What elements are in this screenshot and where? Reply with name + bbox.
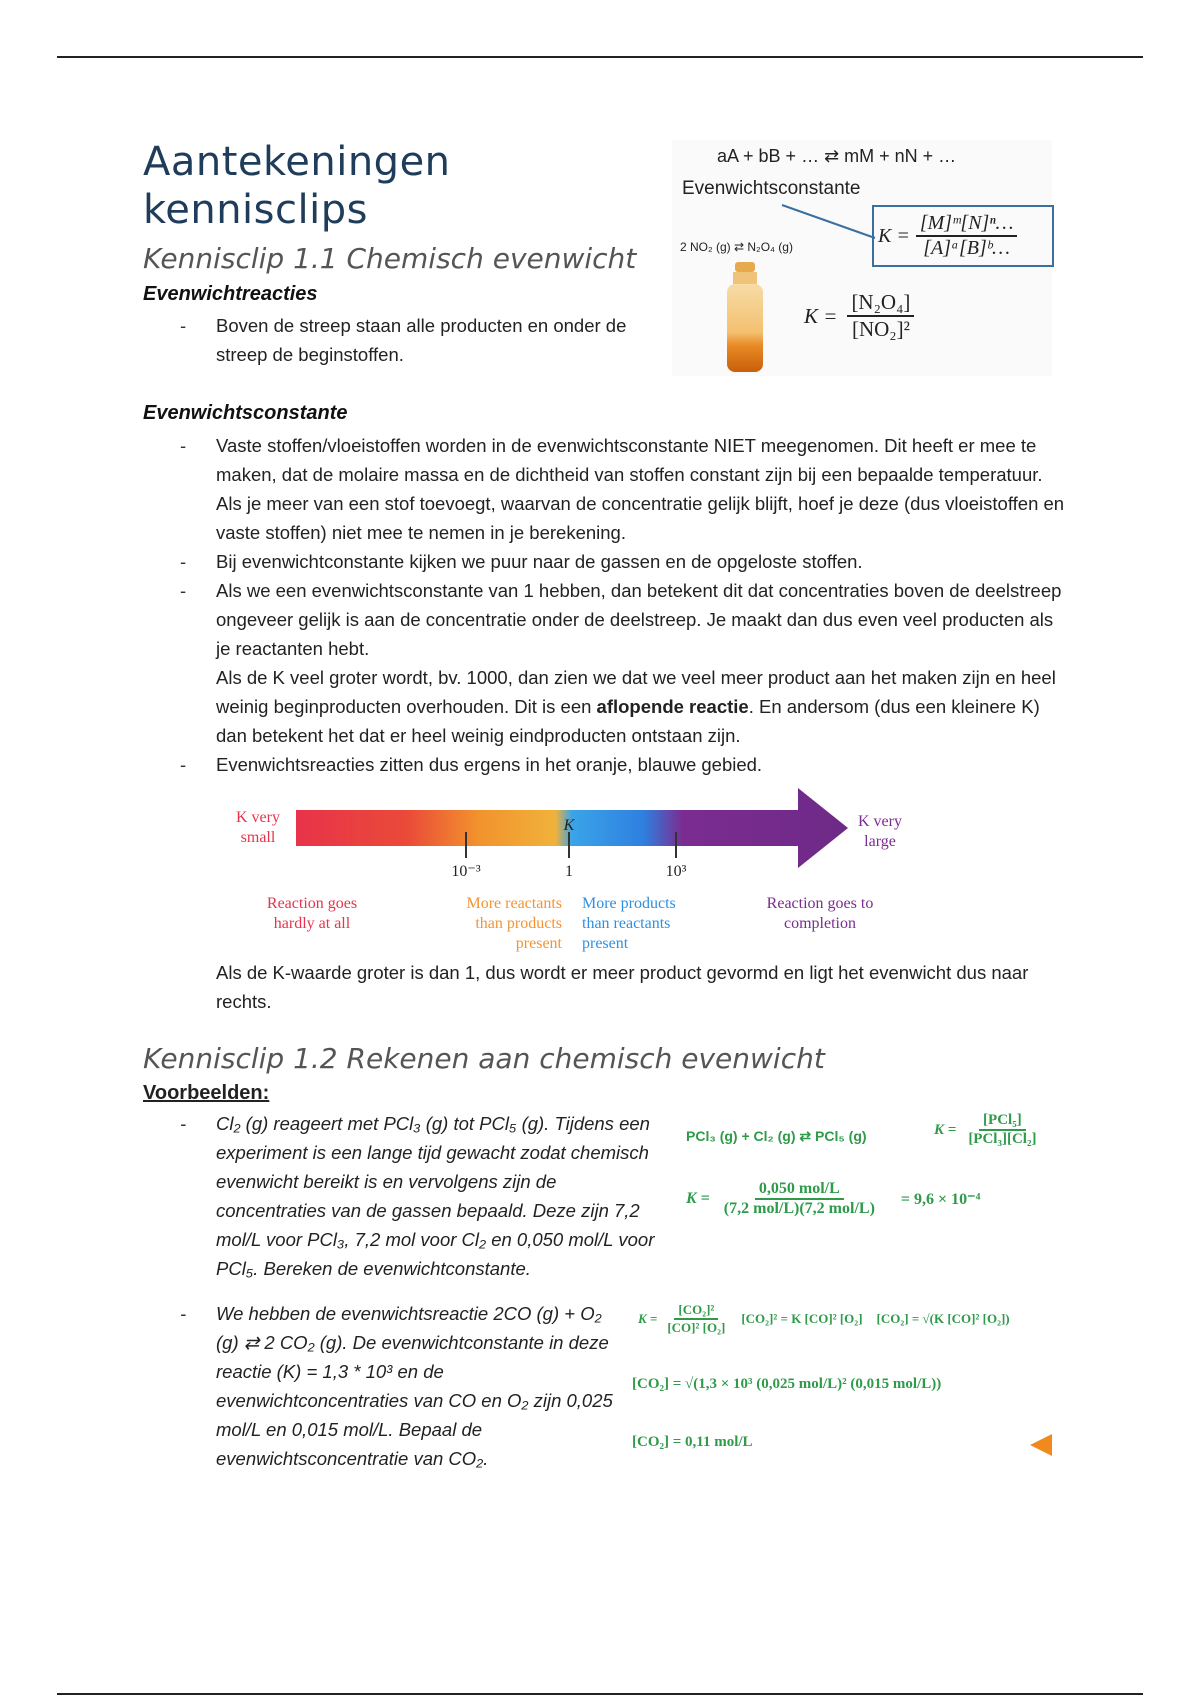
list-item: - Bij evenwichtconstante kijken we puur naar de gassen en de opgeloste stoffen.	[216, 547, 1068, 576]
zone-label-3: More products than reactants present	[582, 895, 676, 952]
equilibrium-constant-figure	[672, 140, 1052, 376]
list-item: - Evenwichtsreacties zitten dus ergens in het oranje, blauwe gebied.	[216, 750, 1068, 779]
section2-heading: Kennisclip 1.2 Rekenen aan chemisch evenwicht	[143, 1042, 825, 1075]
list-item: - Cl₂ (g) reageert met PCl₃ (g) tot PCl₅ (g). Tijdens een experiment is een lange tijd gewacht zodat chemisch evenwicht bereikt is en vervolgens zijn de concentraties van de gassen bepaald. Deze zijn 7,2 mol/L voor PCl₃, 7,2 mol voor Cl₂ en 0,050 mol/L voor PCl₅. Bereken de evenwichtconstante.	[216, 1109, 666, 1283]
example1-text	[216, 1109, 666, 1283]
tick-label-1: 10⁻³	[451, 863, 481, 880]
no2-K-numerator: [N₂O₄]	[847, 290, 914, 317]
subheading-voorbeelden: Voorbeelden:	[143, 1082, 270, 1104]
list-evenwichtsconstante	[216, 431, 1068, 779]
no2-K-fraction	[847, 290, 914, 342]
title-line-2: kennisclips	[143, 187, 368, 233]
subheading-evenwichtreacties: Evenwichtreacties	[143, 283, 318, 305]
title-line-1: Aantekeningen	[143, 139, 451, 185]
tick-label-2: 1	[565, 863, 573, 880]
example1-calculation: K = $\frac{\text{0,050 mol/L}}{\text{(7,2 mol/L)(7,2 mol/L)}}$ = 9,6 × 10⁻⁴	[686, 1180, 981, 1217]
k-very-small-label: K very small	[236, 809, 280, 846]
no2-K-expression	[804, 290, 914, 342]
bottom-rule	[57, 1693, 1143, 1695]
figure-label: Evenwichtsconstante	[682, 178, 861, 199]
no2-K-lhs: K =	[804, 303, 838, 328]
top-rule	[57, 56, 1143, 58]
example2-text	[216, 1299, 616, 1473]
general-equation: aA + bB + … ⇄ mM + nN + …	[717, 146, 957, 166]
zone-label-4: Reaction goes to completion	[766, 895, 874, 932]
subheading-evenwichtsconstante: Evenwichtsconstante	[143, 402, 348, 424]
ex1-calc-denominator: (7,2 mol/L)(7,2 mol/L)	[723, 1200, 875, 1217]
ex1-calc-numerator: 0,050 mol/L	[755, 1180, 844, 1200]
continuation-paragraph	[216, 663, 1068, 750]
example1-K-expression: K = $\frac{\text{[PCl₅]}}{\text{[PCl₃][Cl₂]}}$	[934, 1112, 1040, 1148]
example2-line3: [CO₂] = 0,11 mol/L	[632, 1434, 753, 1450]
list-evenwichtreacties	[216, 311, 646, 369]
ex1-result: = 9,6 × 10⁻⁴	[900, 1191, 981, 1208]
page-title	[143, 138, 451, 234]
tick-label-3: 10³	[665, 863, 687, 880]
general-K-denominator: [A]ᵃ[B]ᵇ…	[923, 237, 1010, 259]
no2-K-denominator: [NO₂]²	[851, 317, 910, 341]
no2-reaction: 2 NO₂ (g) ⇄ N₂O₄ (g)	[680, 240, 793, 254]
section1-heading: Kennisclip 1.1 Chemisch evenwicht	[143, 242, 637, 275]
general-K-box	[872, 205, 1054, 267]
general-K-fraction	[916, 212, 1018, 260]
ex2-step-b: [CO₂]² = K [CO]² [O₂]	[741, 1311, 863, 1326]
para-text-1: Als de K veel groter wordt, bv. 1000, dan zien we dat we veel meer product aan het maken zijn en heel weinig beginproducten overhouden. Dit is een	[216, 667, 1056, 717]
ex1-K-denominator: [PCl₃][Cl₂]	[968, 1131, 1037, 1147]
list-item	[216, 576, 1068, 750]
play-triangle-icon[interactable]	[1028, 1432, 1054, 1458]
example1-reaction: PCl₃ (g) + Cl₂ (g) ⇄ PCl₅ (g)	[686, 1128, 867, 1144]
para-bold: aflopende reactie	[596, 696, 749, 717]
general-K-numerator: [M]ᵐ[N]ⁿ…	[916, 212, 1018, 237]
k-very-large-label: K very large	[858, 813, 902, 850]
list-item: - Boven de streep staan alle producten en onder de streep de beginstoffen.	[216, 311, 646, 369]
k-marker-label: K	[563, 817, 575, 834]
general-K-lhs: K =	[878, 224, 910, 247]
example2-line1: K = $\frac{\text{[CO₂]²}}{\text{[CO]² [O₂]}}$ [CO₂]² = K [CO]² [O₂] [CO₂] = √(K [CO]² [O₂])	[638, 1302, 1010, 1335]
list-item: - We hebben de evenwichtsreactie 2CO (g) + O₂ (g) ⇄ 2 CO₂ (g). De evenwichtconstante in deze reactie (K) = 1,3 * 10³ en de evenwichtconcentraties van CO en O₂ zijn 0,025 mol/L en 0,015 mol/L. Bepaal de evenwichtsconcentratie van CO₂.	[216, 1299, 616, 1473]
ex2-K-denominator: [CO]² [O₂]	[667, 1320, 726, 1335]
test-tube-image	[722, 262, 768, 374]
para-text-2: . En andersom (dus een kleinere K) dan betekent het dat er heel weinig eindproducten ontstaan zijn.	[216, 696, 1040, 746]
closing-paragraph: Als de K-waarde groter is dan 1, dus wordt er meer product gevormd en ligt het evenwicht dus naar rechts.	[216, 962, 1029, 1012]
list-item-text: Als we een evenwichtsconstante van 1 hebben, dan betekent dit dat concentraties boven de deelstreep ongeveer gelijk is aan de concentratie onder de deelstreep. Je maakt dan dus even veel producten als je reactanten hebt.	[216, 580, 1062, 659]
ex1-K-numerator: [PCl₅]	[979, 1112, 1026, 1131]
zone-label-1: Reaction goes hardly at all	[266, 895, 358, 932]
zone-label-2: More reactants than products present	[466, 895, 562, 952]
ex2-step-c: [CO₂] = √(K [CO]² [O₂])	[876, 1311, 1010, 1326]
k-scale-figure	[220, 788, 920, 958]
ex2-K-numerator: [CO₂]²	[674, 1302, 718, 1320]
example2-line2: [CO₂] = √(1,3 × 10³ (0,025 mol/L)² (0,015 mol/L))	[632, 1376, 942, 1392]
list-item: - Vaste stoffen/vloeistoffen worden in de evenwichtsconstante NIET meegenomen. Dit heeft er mee te maken, dat de molaire massa en de dichtheid van stoffen constant zijn bij een bepaalde temperatuur. Als je meer van een stof toevoegt, waarvan de concentratie gelijk blijft, hoef je deze (dus vloeistoffen en vaste stoffen) niet mee te nemen in je berekening.	[216, 431, 1068, 547]
